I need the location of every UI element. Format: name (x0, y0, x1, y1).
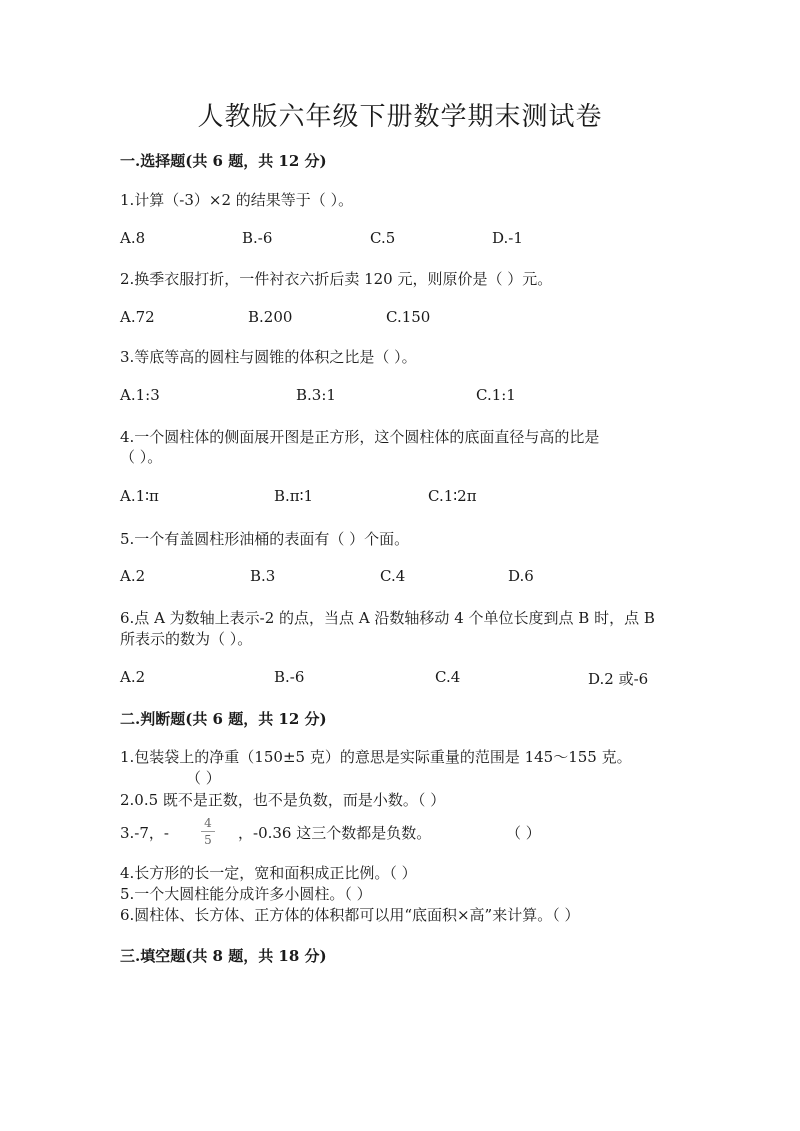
j1-stem-line2: （ ） (186, 769, 221, 787)
section-one-heading: 一.选择题(共 6 题，共 12 分) (120, 152, 327, 170)
q6-stem-line1: 6.点 A 为数轴上表示-2 的点，当点 A 沿数轴移动 4 个单位长度到点 B 时，点 B (120, 609, 655, 627)
j3-fraction-numerator: 4 (204, 816, 212, 830)
section-three-heading: 三.填空题(共 8 题，共 18 分) (120, 947, 327, 965)
q3-option-c: C.1:1 (476, 386, 516, 404)
q2-stem: 2.换季衣服打折，一件衬衣六折后卖 120 元，则原价是（ ）元。 (120, 270, 553, 288)
q6-option-d: D.2 或-6 (588, 670, 649, 688)
q5-option-d: D.6 (508, 567, 534, 585)
q4-option-b: B.π∶1 (274, 487, 314, 505)
j3-fraction (201, 816, 215, 847)
j2-stem: 2.0.5 既不是正数，也不是负数，而是小数。（ ） (120, 791, 446, 809)
exam-title: 人教版六年级下册数学期末测试卷 (197, 102, 603, 132)
q5-option-a: A.2 (120, 567, 146, 585)
q6-option-a: A.2 (120, 668, 146, 686)
j4-stem: 4.长方形的长一定，宽和面积成正比例。（ ） (120, 864, 417, 882)
j1-stem-line1: 1.包装袋上的净重（150±5 克）的意思是实际重量的范围是 145～155 克。 (120, 748, 632, 766)
q4-option-a: A.1∶π (120, 487, 159, 505)
q3-stem: 3.等底等高的圆柱与圆锥的体积之比是（ ）。 (120, 348, 417, 366)
q6-stem-line2: 所表示的数为（ ）。 (120, 630, 253, 648)
q5-option-b: B.3 (250, 567, 276, 585)
j3-stem-pre: 3.-7，- (120, 824, 169, 842)
q1-stem: 1.计算（-3）×2 的结果等于（ ）。 (120, 191, 354, 209)
q3-option-a: A.1:3 (120, 386, 160, 404)
j3-fraction-bar (201, 831, 215, 832)
j3-fraction-denominator: 5 (204, 833, 212, 847)
j3-answer-paren: （ ） (506, 824, 541, 842)
q5-option-c: C.4 (380, 567, 406, 585)
q1-option-d: D.-1 (492, 229, 523, 247)
q4-stem-line1: 4.一个圆柱体的侧面展开图是正方形，这个圆柱体的底面直径与高的比是 (120, 428, 600, 446)
q6-option-c: C.4 (435, 668, 461, 686)
q6-option-b: B.-6 (274, 668, 305, 686)
q1-option-b: B.-6 (242, 229, 273, 247)
q2-option-a: A.72 (120, 308, 155, 326)
section-two-heading: 二.判断题(共 6 题，共 12 分) (120, 710, 327, 728)
q2-option-c: C.150 (386, 308, 431, 326)
q4-option-c: C.1∶2π (428, 487, 477, 505)
j5-stem: 5.一个大圆柱能分成许多小圆柱。（ ） (120, 885, 372, 903)
q3-option-b: B.3:1 (296, 386, 336, 404)
q1-option-c: C.5 (370, 229, 396, 247)
q4-stem-line2: （ ）。 (120, 448, 163, 466)
q5-stem: 5.一个有盖圆柱形油桶的表面有（ ）个面。 (120, 530, 410, 548)
j3-stem-post: ，-0.36 这三个数都是负数。 (238, 824, 432, 842)
q2-option-b: B.200 (248, 308, 293, 326)
q1-option-a: A.8 (120, 229, 146, 247)
j6-stem: 6.圆柱体、长方体、正方体的体积都可以用“底面积×高”来计算。（ ） (120, 906, 580, 924)
